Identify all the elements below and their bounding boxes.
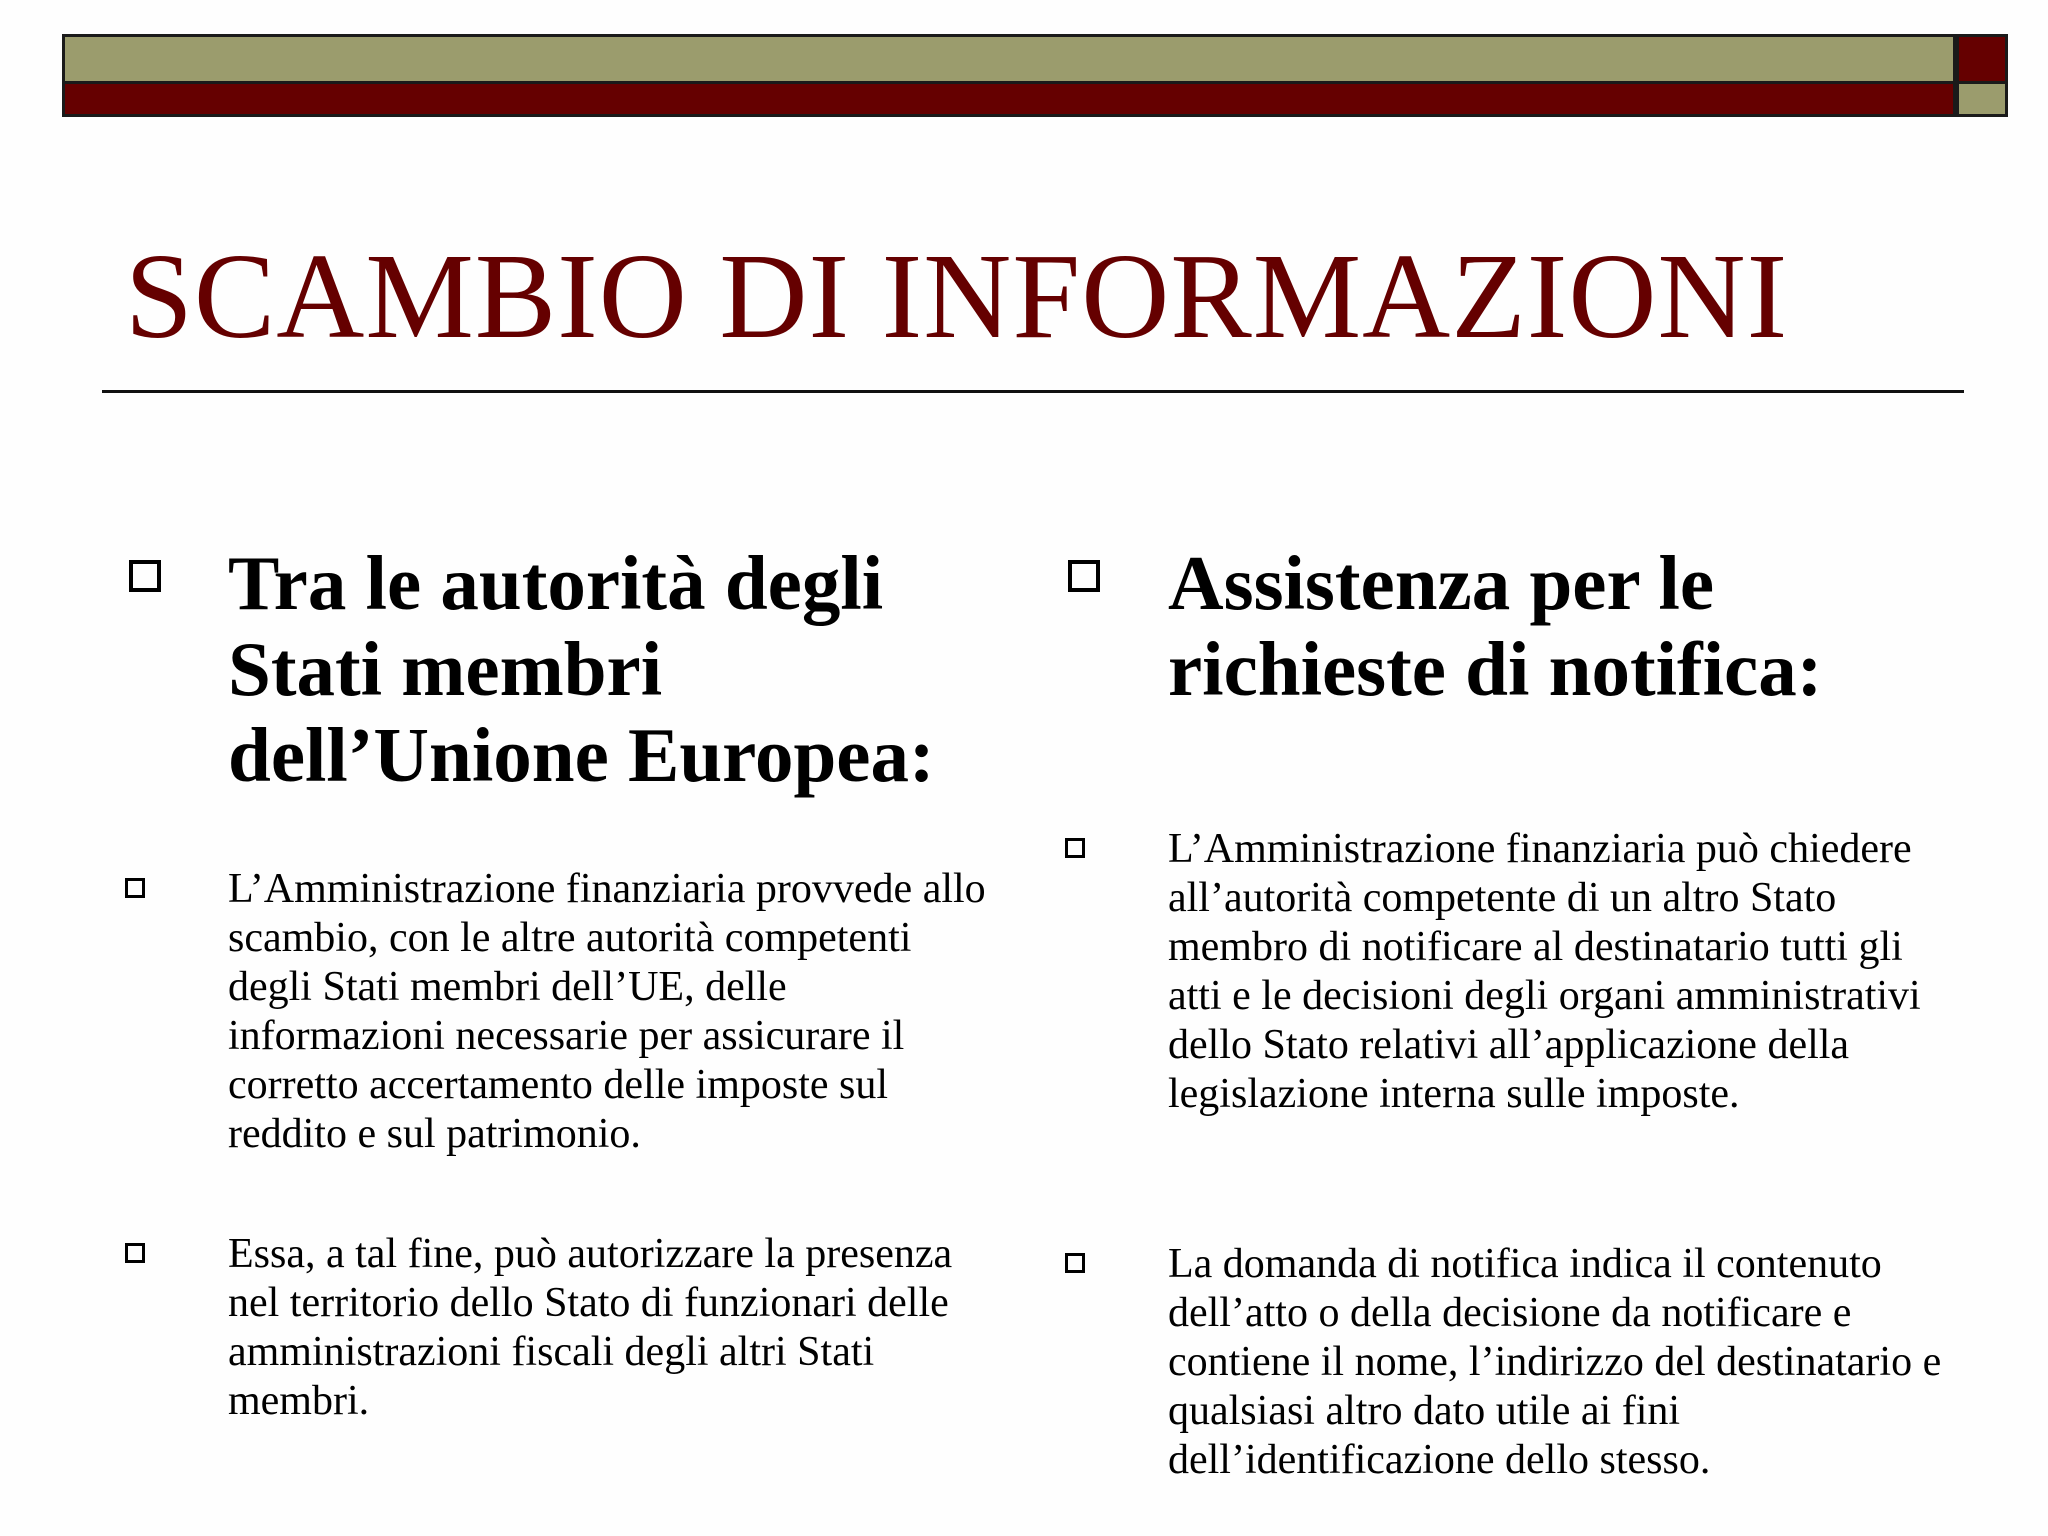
left-bullet-2: Essa, a tal fine, può autorizzare la presenza nel territorio dello Stato di funzionari delle amministrazioni fiscali degli altri Stati membri. <box>228 1231 953 1424</box>
square-bullet-icon <box>125 878 145 898</box>
square-bullet-icon <box>1068 560 1100 592</box>
left-bullet-1: L’Amministrazione finanziaria provvede allo scambio, con le altre autorità competenti degli Stati membri dell’UE, delle informazioni necessarie per assicurare il corretto accertamento delle imposte sul reddito e sul patrimonio. <box>228 866 986 1157</box>
header-square-maroon <box>1956 34 2008 84</box>
right-bullet-1: L’Amministrazione finanziaria può chiedere all’autorità competente di un altro Stato membro di notificare al destinatario tutti gli atti e le decisioni degli organi amministrativi dello Stato relativi all’applicazione della legislazione interna sulle imposte. <box>1168 826 1921 1117</box>
square-bullet-icon <box>129 560 161 592</box>
header-bar-maroon <box>62 84 1956 117</box>
header-square-olive <box>1956 84 2008 117</box>
square-bullet-icon <box>1065 838 1085 858</box>
right-bullet-2: La domanda di notifica indica il contenuto dell’atto o della decisione da notificare e contiene il nome, l’indirizzo del destinatario e qualsiasi altro dato utile ai fini dell’identificazione dello stesso. <box>1168 1241 1942 1483</box>
slide-title: SCAMBIO DI INFORMAZIONI <box>125 229 1789 364</box>
header-bar-olive <box>62 34 1956 84</box>
square-bullet-icon <box>1065 1253 1085 1273</box>
left-heading: Tra le autorità degli Stati membri dell’Unione Europea: <box>228 540 935 798</box>
title-divider <box>102 390 1964 393</box>
square-bullet-icon <box>125 1243 145 1263</box>
right-heading: Assistenza per le richieste di notifica: <box>1168 540 1823 712</box>
